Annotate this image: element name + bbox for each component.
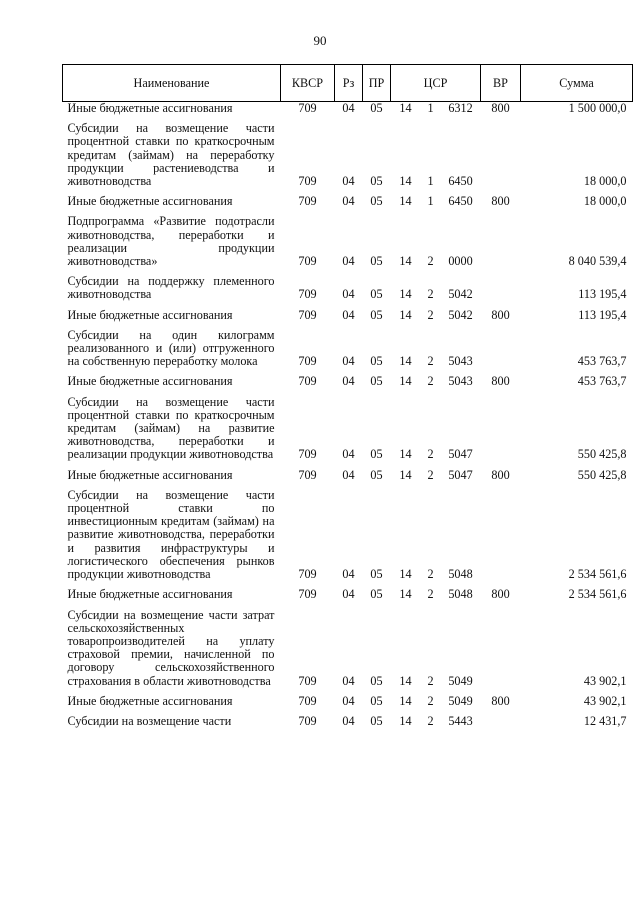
- table-row: [63, 371, 633, 391]
- row-csr-code: 5047: [448, 447, 473, 462]
- row-sum: 550 425,8: [577, 447, 627, 462]
- row-rz: 04: [342, 567, 355, 582]
- row-kvsr: 709: [298, 587, 317, 602]
- row-csr-subprogram: 1: [427, 101, 434, 115]
- row-kvsr: 709: [298, 174, 317, 189]
- row-name: Иные бюджетные ассигнования: [67, 101, 233, 115]
- table-row: [63, 691, 633, 711]
- table-row: [63, 325, 633, 372]
- row-csr-code: 5048: [448, 587, 473, 602]
- row-csr-program: 14: [399, 374, 412, 389]
- row-csr-subprogram: 2: [427, 307, 434, 322]
- row-csr-code: 6450: [448, 174, 473, 189]
- row-pr: 05: [370, 467, 383, 482]
- row-pr: 05: [370, 307, 383, 322]
- row-pr: 05: [370, 587, 383, 602]
- row-csr-code: 5048: [448, 567, 473, 582]
- row-csr-subprogram: 2: [427, 467, 434, 482]
- row-kvsr: 709: [298, 713, 317, 728]
- row-rz: 04: [342, 354, 355, 369]
- row-sum: 43 902,1: [583, 673, 627, 688]
- row-pr: 05: [370, 713, 383, 728]
- row-csr-code: 6450: [448, 194, 473, 209]
- row-kvsr: 709: [298, 693, 317, 708]
- row-csr-subprogram: 2: [427, 287, 434, 302]
- row-vr: 800: [491, 307, 510, 322]
- row-name: Субсидии на один килограмм реализованного и (или) отгруженного на собственную переработку молока: [67, 327, 275, 369]
- row-rz: 04: [342, 307, 355, 322]
- row-csr-subprogram: 2: [427, 447, 434, 462]
- table-row: [63, 711, 633, 731]
- row-name: Иные бюджетные ассигнования: [67, 467, 233, 482]
- row-csr-program: 14: [399, 174, 412, 189]
- row-csr-program: 14: [399, 713, 412, 728]
- header-vr: ВР: [481, 65, 521, 102]
- row-csr-program: 14: [399, 447, 412, 462]
- row-rz: 04: [342, 467, 355, 482]
- row-rz: 04: [342, 587, 355, 602]
- table-row: [63, 191, 633, 211]
- row-pr: 05: [370, 101, 383, 115]
- row-csr-program: 14: [399, 673, 412, 688]
- row-csr-subprogram: 2: [427, 673, 434, 688]
- table-row: [63, 392, 633, 465]
- row-vr: 800: [491, 693, 510, 708]
- row-csr-code: 5047: [448, 467, 473, 482]
- row-csr-program: 14: [399, 287, 412, 302]
- row-csr-subprogram: 2: [427, 587, 434, 602]
- row-sum: 453 763,7: [577, 354, 627, 369]
- row-vr: [481, 118, 521, 191]
- row-sum: 18 000,0: [583, 174, 627, 189]
- row-vr: 800: [491, 194, 510, 209]
- row-csr-program: 14: [399, 194, 412, 209]
- row-sum: 18 000,0: [583, 194, 627, 209]
- row-vr: [481, 485, 521, 584]
- row-csr-program: 14: [399, 587, 412, 602]
- table-row: [63, 305, 633, 325]
- row-kvsr: 709: [298, 287, 317, 302]
- row-kvsr: 709: [298, 101, 317, 115]
- row-rz: 04: [342, 693, 355, 708]
- row-pr: 05: [370, 374, 383, 389]
- table-row: [63, 584, 633, 604]
- row-csr-code: 5049: [448, 673, 473, 688]
- header-sum: Сумма: [521, 65, 633, 102]
- row-pr: 05: [370, 447, 383, 462]
- row-pr: 05: [370, 673, 383, 688]
- table-body: [63, 102, 633, 732]
- row-csr-subprogram: 2: [427, 567, 434, 582]
- row-rz: 04: [342, 254, 355, 269]
- row-vr: 800: [491, 467, 510, 482]
- table-row: [63, 118, 633, 191]
- row-pr: 05: [370, 194, 383, 209]
- row-name: Субсидии на возмещение части процентной ставки по инвестиционным кредитам (займам) на развитие животноводства, переработки и развития инфраструктуры и логистического обеспечения рынков продукции животноводства: [67, 487, 275, 582]
- row-name: Иные бюджетные ассигнования: [67, 693, 233, 708]
- row-rz: 04: [342, 287, 355, 302]
- row-name: Иные бюджетные ассигнования: [67, 374, 233, 389]
- row-vr: [481, 392, 521, 465]
- row-name: Иные бюджетные ассигнования: [67, 587, 233, 602]
- row-vr: 800: [491, 587, 510, 602]
- row-vr: 800: [491, 374, 510, 389]
- row-csr-program: 14: [399, 467, 412, 482]
- row-csr-program: 14: [399, 693, 412, 708]
- row-vr: [481, 325, 521, 372]
- header-kvsr: КВСР: [281, 65, 335, 102]
- row-kvsr: 709: [298, 447, 317, 462]
- row-pr: 05: [370, 354, 383, 369]
- row-name: Субсидии на возмещение части: [67, 713, 232, 728]
- row-rz: 04: [342, 713, 355, 728]
- row-csr-program: 14: [399, 254, 412, 269]
- row-csr-code: 5042: [448, 287, 473, 302]
- row-sum: 2 534 561,6: [568, 567, 627, 582]
- row-pr: 05: [370, 174, 383, 189]
- row-pr: 05: [370, 693, 383, 708]
- table-row: [63, 271, 633, 304]
- row-kvsr: 709: [298, 354, 317, 369]
- row-kvsr: 709: [298, 307, 317, 322]
- row-csr-subprogram: 2: [427, 713, 434, 728]
- row-rz: 04: [342, 194, 355, 209]
- header-csr: ЦСР: [391, 65, 481, 102]
- row-sum: 43 902,1: [583, 693, 627, 708]
- row-rz: 04: [342, 673, 355, 688]
- row-pr: 05: [370, 287, 383, 302]
- row-name: Субсидии на возмещение части процентной ставки по краткосрочным кредитам (займам) на развитие животноводства, переработки и реализации продукции животноводства: [67, 394, 275, 462]
- page-number: 90: [313, 33, 327, 48]
- row-csr-code: 5042: [448, 307, 473, 322]
- row-name: Иные бюджетные ассигнования: [67, 307, 233, 322]
- row-sum: 1 500 000,0: [568, 101, 627, 115]
- row-csr-subprogram: 2: [427, 693, 434, 708]
- header-name: Наименование: [63, 65, 281, 102]
- row-rz: 04: [342, 101, 355, 115]
- row-sum: 453 763,7: [577, 374, 627, 389]
- table-row: [63, 485, 633, 584]
- row-sum: 12 431,7: [583, 713, 627, 728]
- row-vr: [481, 711, 521, 731]
- row-csr-code: 5043: [448, 374, 473, 389]
- row-pr: 05: [370, 254, 383, 269]
- row-csr-code: 5443: [448, 713, 473, 728]
- row-rz: 04: [342, 174, 355, 189]
- row-csr-subprogram: 1: [427, 194, 434, 209]
- row-sum: 113 195,4: [578, 307, 627, 322]
- row-kvsr: 709: [298, 673, 317, 688]
- row-name: Субсидии на возмещение части затрат сельскохозяйственных товаропроизводителей на уплату страховой премии, начисленной по договору сельскохозяйственного страхования в области животноводства: [67, 607, 275, 688]
- row-csr-code: 5049: [448, 693, 473, 708]
- row-csr-subprogram: 1: [427, 174, 434, 189]
- row-csr-code: 5043: [448, 354, 473, 369]
- row-name: Субсидии на поддержку племенного животноводства: [67, 274, 275, 302]
- row-vr: [481, 211, 521, 271]
- row-vr: [481, 271, 521, 304]
- table-row: [63, 465, 633, 485]
- row-kvsr: 709: [298, 467, 317, 482]
- table-row: [63, 102, 633, 119]
- row-name: Субсидии на возмещение части процентной ставки по краткосрочным кредитам (займам) на переработку продукции растениеводства и животноводства: [67, 121, 275, 189]
- row-csr-program: 14: [399, 307, 412, 322]
- row-sum: 550 425,8: [577, 467, 627, 482]
- row-csr-program: 14: [399, 354, 412, 369]
- row-sum: 8 040 539,4: [568, 254, 627, 269]
- row-csr-code: 6312: [448, 101, 473, 115]
- row-sum: 113 195,4: [578, 287, 627, 302]
- row-csr-subprogram: 2: [427, 254, 434, 269]
- row-csr-subprogram: 2: [427, 354, 434, 369]
- row-pr: 05: [370, 567, 383, 582]
- row-csr-program: 14: [399, 101, 412, 115]
- header-rz: Рз: [335, 65, 363, 102]
- row-kvsr: 709: [298, 374, 317, 389]
- row-vr: [481, 605, 521, 691]
- row-csr-code: 0000: [448, 254, 473, 269]
- row-vr: 800: [491, 101, 510, 115]
- budget-table: [62, 64, 633, 731]
- row-sum: 2 534 561,6: [568, 587, 627, 602]
- table-header: [63, 65, 633, 102]
- row-kvsr: 709: [298, 254, 317, 269]
- table-row: [63, 211, 633, 271]
- row-name: Подпрограмма «Развитие подотрасли животноводства, переработки и реализации продукции животноводства»: [67, 214, 275, 269]
- header-pr: ПР: [363, 65, 391, 102]
- row-csr-program: 14: [399, 567, 412, 582]
- table-row: [63, 605, 633, 691]
- row-name: Иные бюджетные ассигнования: [67, 194, 233, 209]
- row-kvsr: 709: [298, 194, 317, 209]
- row-csr-subprogram: 2: [427, 374, 434, 389]
- row-rz: 04: [342, 447, 355, 462]
- row-rz: 04: [342, 374, 355, 389]
- row-kvsr: 709: [298, 567, 317, 582]
